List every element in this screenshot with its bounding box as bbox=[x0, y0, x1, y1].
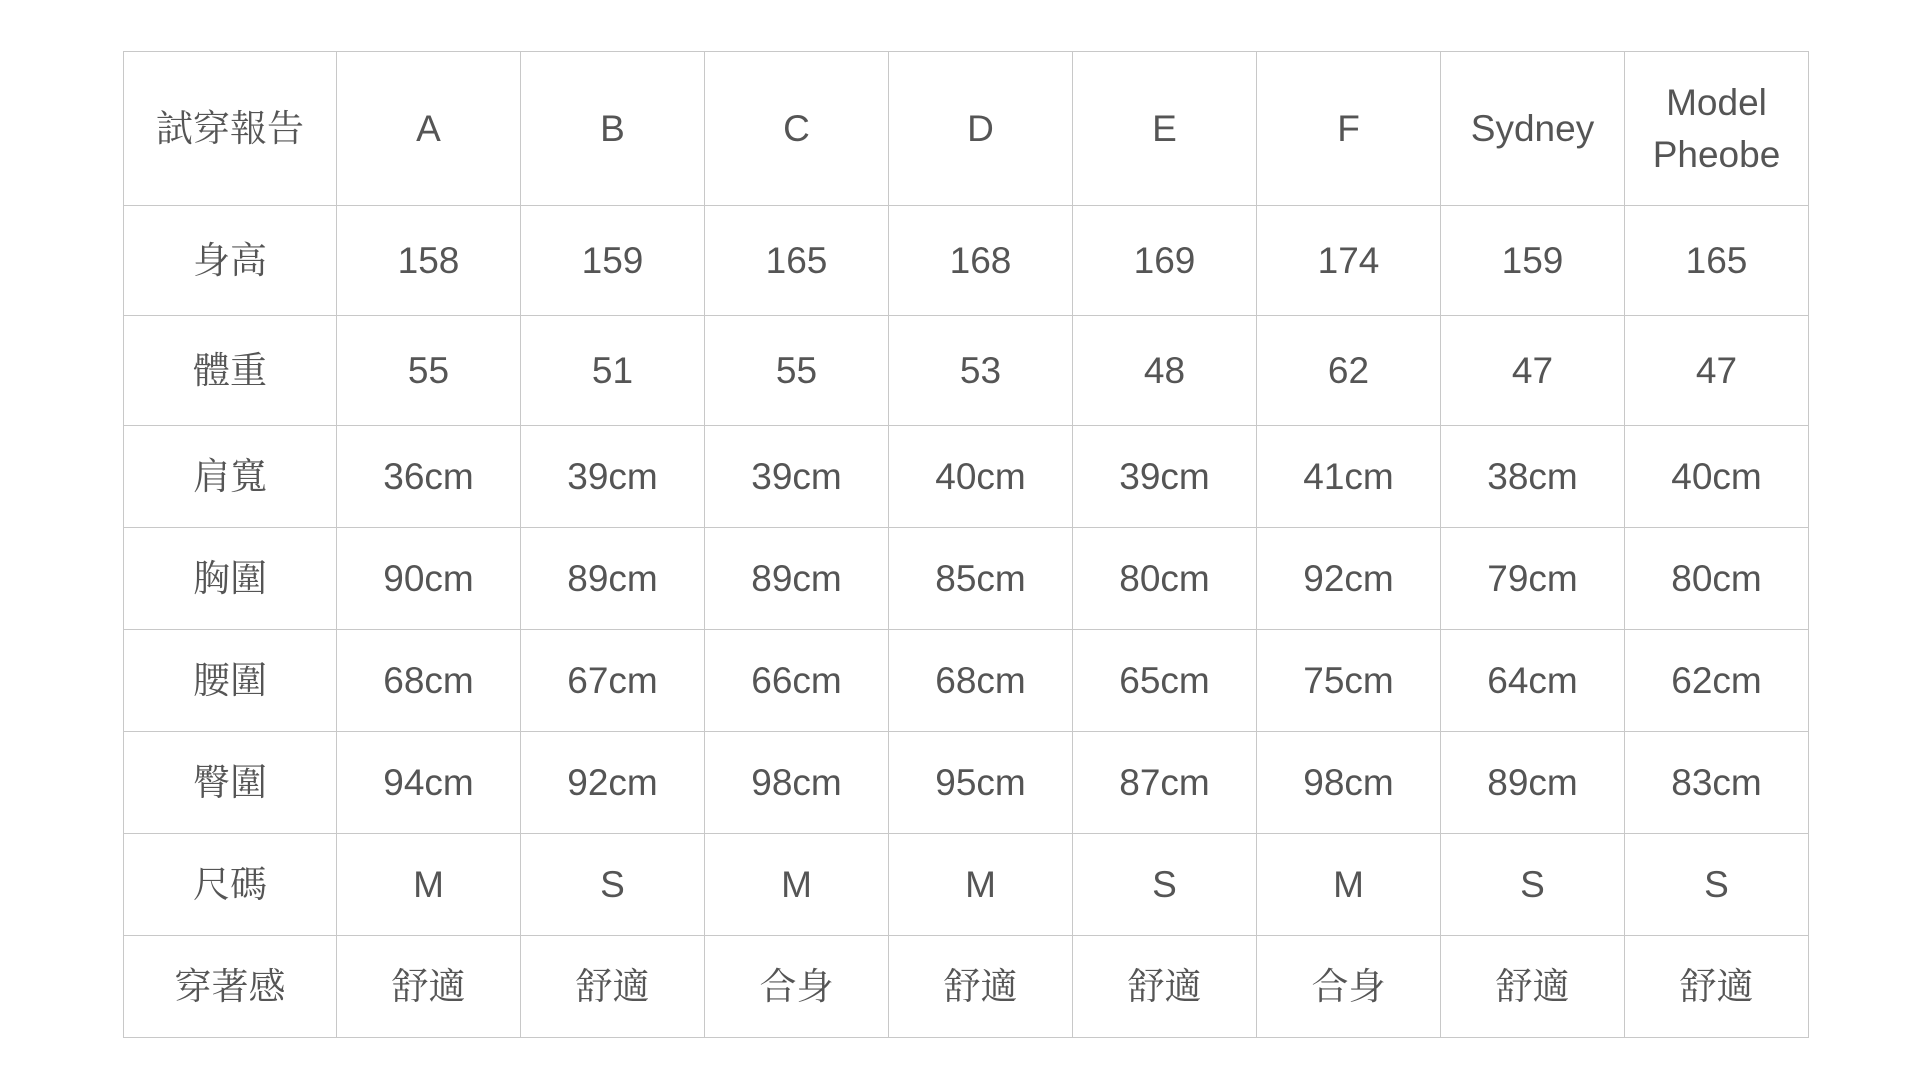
table-cell: 舒適 bbox=[1073, 936, 1257, 1038]
column-header: F bbox=[1257, 52, 1441, 206]
column-header: Sydney bbox=[1441, 52, 1625, 206]
table-row bbox=[124, 206, 1809, 316]
table-cell: 62cm bbox=[1625, 630, 1809, 732]
table-cell: 66cm bbox=[705, 630, 889, 732]
table-row bbox=[124, 936, 1809, 1038]
table-cell: 89cm bbox=[521, 528, 705, 630]
table-row bbox=[124, 630, 1809, 732]
column-header: D bbox=[889, 52, 1073, 206]
table-cell: 39cm bbox=[705, 426, 889, 528]
table-cell: 92cm bbox=[521, 732, 705, 834]
table-cell: M bbox=[705, 834, 889, 936]
row-label: 肩寬 bbox=[124, 426, 337, 528]
row-label: 尺碼 bbox=[124, 834, 337, 936]
table-row bbox=[124, 528, 1809, 630]
table-cell: 68cm bbox=[889, 630, 1073, 732]
fit-report-table bbox=[123, 51, 1809, 1038]
table-cell: 62 bbox=[1257, 316, 1441, 426]
table-cell: S bbox=[1441, 834, 1625, 936]
table-cell: M bbox=[337, 834, 521, 936]
table-cell: 168 bbox=[889, 206, 1073, 316]
table-cell: 47 bbox=[1625, 316, 1809, 426]
table-header-row bbox=[124, 52, 1809, 206]
table-cell: 39cm bbox=[521, 426, 705, 528]
table-cell: 40cm bbox=[1625, 426, 1809, 528]
table-cell: 98cm bbox=[705, 732, 889, 834]
table-cell: M bbox=[889, 834, 1073, 936]
table-row bbox=[124, 732, 1809, 834]
row-label: 穿著感 bbox=[124, 936, 337, 1038]
table-cell: 41cm bbox=[1257, 426, 1441, 528]
row-label: 胸圍 bbox=[124, 528, 337, 630]
table-cell: 65cm bbox=[1073, 630, 1257, 732]
table-cell: 159 bbox=[1441, 206, 1625, 316]
table-cell: 68cm bbox=[337, 630, 521, 732]
table-cell: 合身 bbox=[705, 936, 889, 1038]
column-header: E bbox=[1073, 52, 1257, 206]
table-cell: 159 bbox=[521, 206, 705, 316]
table-cell: 85cm bbox=[889, 528, 1073, 630]
table-cell: 169 bbox=[1073, 206, 1257, 316]
table-cell: 47 bbox=[1441, 316, 1625, 426]
row-label: 身高 bbox=[124, 206, 337, 316]
table-cell: S bbox=[1073, 834, 1257, 936]
table-row bbox=[124, 834, 1809, 936]
table-cell: 55 bbox=[705, 316, 889, 426]
table-cell: 94cm bbox=[337, 732, 521, 834]
table-cell: 87cm bbox=[1073, 732, 1257, 834]
table-cell: 40cm bbox=[889, 426, 1073, 528]
table-cell: 53 bbox=[889, 316, 1073, 426]
table-cell: 83cm bbox=[1625, 732, 1809, 834]
table-cell: 36cm bbox=[337, 426, 521, 528]
table-cell: S bbox=[1625, 834, 1809, 936]
table-cell: S bbox=[521, 834, 705, 936]
table-cell: 80cm bbox=[1073, 528, 1257, 630]
row-label: 臀圍 bbox=[124, 732, 337, 834]
table-cell: 合身 bbox=[1257, 936, 1441, 1038]
table-cell: 89cm bbox=[705, 528, 889, 630]
table-cell: 51 bbox=[521, 316, 705, 426]
table-cell: 55 bbox=[337, 316, 521, 426]
table-cell: 95cm bbox=[889, 732, 1073, 834]
table-cell: 舒適 bbox=[889, 936, 1073, 1038]
table-cell: M bbox=[1257, 834, 1441, 936]
table-cell: 89cm bbox=[1441, 732, 1625, 834]
table-cell: 舒適 bbox=[521, 936, 705, 1038]
table-row bbox=[124, 316, 1809, 426]
table-cell: 舒適 bbox=[337, 936, 521, 1038]
table-cell: 舒適 bbox=[1625, 936, 1809, 1038]
table-cell: 舒適 bbox=[1441, 936, 1625, 1038]
row-label: 腰圍 bbox=[124, 630, 337, 732]
column-header: C bbox=[705, 52, 889, 206]
table-cell: 64cm bbox=[1441, 630, 1625, 732]
column-header: Model Pheobe bbox=[1625, 52, 1809, 206]
row-label: 體重 bbox=[124, 316, 337, 426]
table-cell: 98cm bbox=[1257, 732, 1441, 834]
table-cell: 39cm bbox=[1073, 426, 1257, 528]
table-cell: 38cm bbox=[1441, 426, 1625, 528]
table-cell: 165 bbox=[1625, 206, 1809, 316]
column-header: B bbox=[521, 52, 705, 206]
table-cell: 75cm bbox=[1257, 630, 1441, 732]
table-cell: 90cm bbox=[337, 528, 521, 630]
table-cell: 79cm bbox=[1441, 528, 1625, 630]
table-cell: 165 bbox=[705, 206, 889, 316]
table-cell: 48 bbox=[1073, 316, 1257, 426]
table-cell: 67cm bbox=[521, 630, 705, 732]
table-row bbox=[124, 426, 1809, 528]
column-header: A bbox=[337, 52, 521, 206]
table-cell: 80cm bbox=[1625, 528, 1809, 630]
table-cell: 92cm bbox=[1257, 528, 1441, 630]
table-cell: 158 bbox=[337, 206, 521, 316]
table-corner-label: 試穿報告 bbox=[124, 52, 337, 206]
table-cell: 174 bbox=[1257, 206, 1441, 316]
